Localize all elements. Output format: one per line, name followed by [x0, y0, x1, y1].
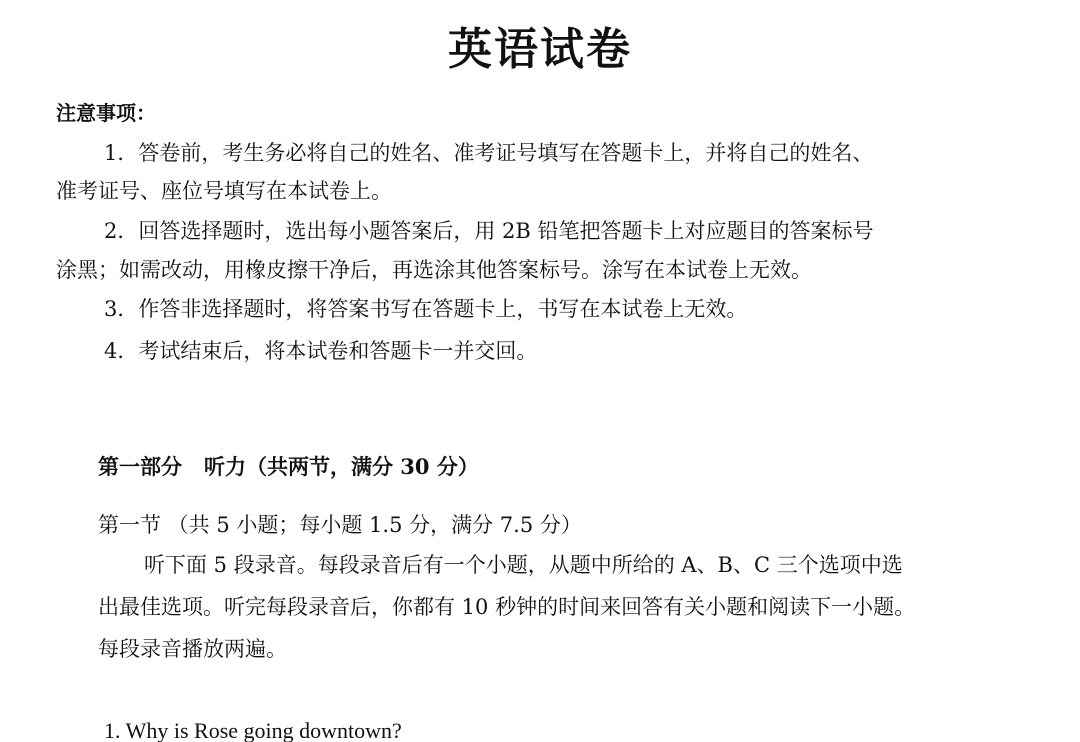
- part-1-heading: [98, 452, 479, 482]
- notice-item-2-line-1: 2．回答选择题时，选出每小题答案后，用 2B 铅笔把答题卡上对应题目的答案标号: [104, 219, 874, 243]
- section-1-instructions-line-3: 每段录音播放两遍。: [98, 637, 287, 661]
- exam-title: 英语试卷: [448, 24, 632, 75]
- section-1-instructions-line-2: 出最佳选项。听完每段录音后，你都有 10 秒钟的时间来回答有关小题和阅读下一小题。: [98, 595, 916, 619]
- notice-item-3: 3．作答非选择题时，将答案书写在答题卡上，书写在本试卷上无效。: [104, 297, 748, 321]
- section-1-heading: 第一节 （共 5 小题；每小题 1.5 分，满分 7.5 分）: [98, 513, 582, 537]
- notice-item-1-line-2: 准考证号、座位号填写在本试卷上。: [56, 179, 392, 203]
- part-1-name: 第一部分: [98, 454, 182, 479]
- question-1: 1. Why is Rose going downtown?: [104, 718, 402, 742]
- notice-item-1-line-1: 1．答卷前，考生务必将自己的姓名、准考证号填写在答题卡上，并将自己的姓名、: [104, 141, 874, 165]
- notice-heading: 注意事项：: [56, 101, 156, 125]
- part-1-title: 听力（共两节，满分 30 分）: [204, 454, 479, 479]
- section-1-instructions-line-1: 听下面 5 段录音。每段录音后有一个小题，从题中所给的 A、B、C 三个选项中选: [144, 553, 903, 577]
- notice-item-2-line-2: 涂黑；如需改动，用橡皮擦干净后，再选涂其他答案标号。涂写在本试卷上无效。: [56, 258, 812, 282]
- notice-item-4: 4．考试结束后，将本试卷和答题卡一并交回。: [104, 339, 538, 363]
